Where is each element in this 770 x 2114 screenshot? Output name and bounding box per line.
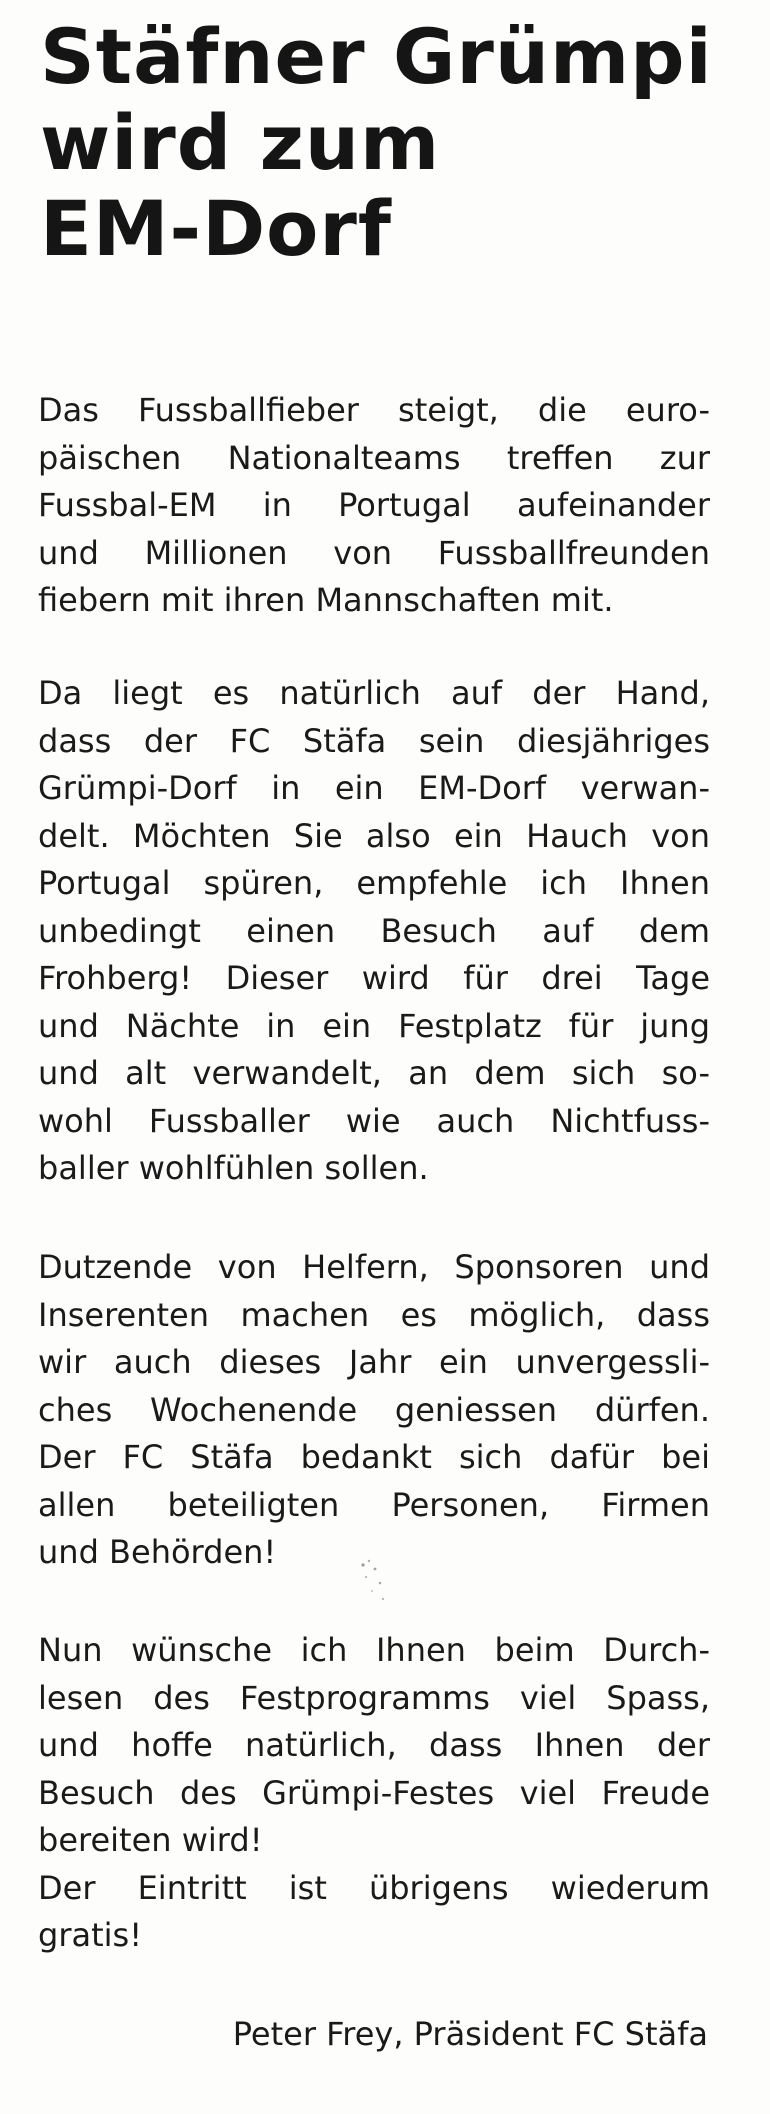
text-line: Dutzende von Helfern, Sponsoren und bbox=[38, 1248, 710, 1286]
paragraph-intro bbox=[38, 387, 710, 625]
text-line: Nun wünsche ich Ihnen beim Durch- bbox=[38, 1631, 710, 1669]
text-line: wir auch dieses Jahr ein unvergessli- bbox=[38, 1343, 710, 1381]
text-line: fiebern mit ihren Mannschaften mit. bbox=[38, 581, 614, 619]
print-speck-mark bbox=[355, 1555, 395, 1615]
headline-line: EM-Dorf bbox=[40, 184, 392, 273]
text-line: und Behörden! bbox=[38, 1533, 277, 1571]
text-line: päischen Nationalteams treffen zur bbox=[38, 438, 710, 477]
text-line: und Nächte in ein Festplatz für jung bbox=[38, 1006, 710, 1045]
text-line: bereiten wird! bbox=[38, 1821, 263, 1859]
headline-line: Stäfner Grümpi bbox=[40, 12, 713, 101]
text-line: ches Wochenende geniessen dürfen. bbox=[38, 1390, 710, 1429]
text-line: Portugal spüren, empfehle ich Ihnen bbox=[38, 864, 710, 902]
text-line: Das Fussballfieber steigt, die euro- bbox=[38, 391, 710, 429]
text-line: Besuch des Grümpi-Festes viel Freude bbox=[38, 1773, 710, 1812]
paragraph-thanks bbox=[38, 1244, 710, 1577]
text-line: und alt verwandelt, an dem sich so- bbox=[38, 1054, 710, 1092]
paragraph-em-dorf bbox=[38, 670, 710, 1193]
text-line: wohl Fussballer wie auch Nichtfuss- bbox=[38, 1101, 710, 1140]
text-line: Da liegt es natürlich auf der Hand, bbox=[38, 674, 710, 712]
text-line: Fussbal-EM in Portugal aufeinander bbox=[38, 486, 710, 524]
headline bbox=[40, 14, 760, 272]
paragraph-closing bbox=[38, 1627, 710, 1960]
text-line: delt. Möchten Sie also ein Hauch von bbox=[38, 816, 710, 855]
text-line: Frohberg! Dieser wird für drei Tage bbox=[38, 959, 710, 997]
text-line: gratis! bbox=[38, 1916, 143, 1954]
text-line: lesen des Festprogramms viel Spass, bbox=[38, 1678, 710, 1717]
text-line: baller wohlfühlen sollen. bbox=[38, 1149, 429, 1187]
text-line: Inserenten machen es möglich, dass bbox=[38, 1295, 710, 1334]
text-line: und Millionen von Fussballfreunden bbox=[38, 533, 710, 572]
headline-line: wird zum bbox=[40, 98, 441, 187]
text-line: und hoffe natürlich, dass Ihnen der bbox=[38, 1726, 710, 1764]
text-line: Der Eintritt ist übrigens wiederum bbox=[38, 1868, 710, 1907]
text-line: allen beteiligten Personen, Firmen bbox=[38, 1485, 710, 1524]
text-line: unbedingt einen Besuch auf dem bbox=[38, 911, 710, 950]
signature: Peter Frey, Präsident FC Stäfa bbox=[232, 2015, 708, 2053]
text-line: Grümpi-Dorf in ein EM-Dorf verwan- bbox=[38, 769, 710, 807]
text-line: Der FC Stäfa bedankt sich dafür bei bbox=[38, 1438, 710, 1476]
text-line: dass der FC Stäfa sein diesjähriges bbox=[38, 721, 710, 760]
